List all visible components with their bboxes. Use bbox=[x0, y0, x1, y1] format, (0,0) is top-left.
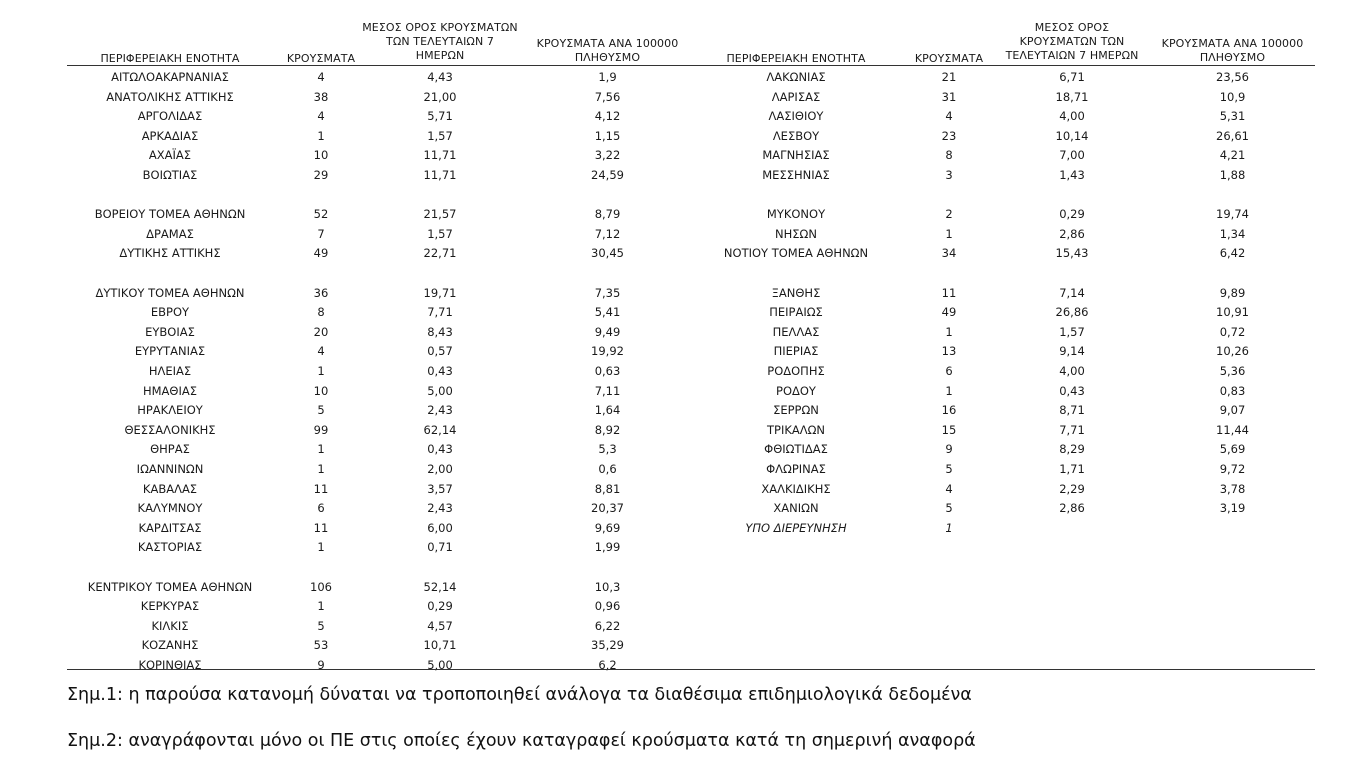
cell-cases: 7 bbox=[317, 226, 325, 241]
cell-region: ΡΟΔΟΥ bbox=[776, 383, 816, 398]
cell-cases: 5 bbox=[945, 462, 953, 476]
table-row bbox=[0, 499, 1348, 517]
cell-avg: 2,29 bbox=[1059, 481, 1085, 496]
cell-cases: 53 bbox=[313, 638, 329, 653]
cell-region: ΔΥΤΙΚΗΣ ΑΤΤΙΚΗΣ bbox=[119, 246, 221, 261]
right-per100k-header bbox=[1150, 37, 1315, 65]
cell-cases: 8 bbox=[317, 305, 325, 320]
cell-cases: 11 bbox=[313, 520, 329, 535]
table-row bbox=[0, 362, 1348, 380]
right-region-header: ΠΕΡΙΦΕΡΕΙΑΚΗ ΕΝΟΤΗΤΑ bbox=[726, 52, 866, 65]
cell-region: ΚΟΖΑΝΗΣ bbox=[141, 638, 199, 653]
cell-cases: 3 bbox=[945, 168, 953, 182]
cell-avg: 2,86 bbox=[1059, 501, 1085, 516]
cell-cases: 15 bbox=[941, 422, 957, 437]
cell-region: ΔΡΑΜΑΣ bbox=[146, 226, 194, 241]
cell-per100k: 5,31 bbox=[1219, 109, 1246, 124]
cell-per100k: 4,12 bbox=[594, 109, 621, 124]
cell-region: ΑΙΤΩΛΟΑΚΑΡΝΑΝΙΑΣ bbox=[111, 70, 229, 84]
cell-per100k: 11,44 bbox=[1216, 422, 1249, 437]
table-row bbox=[0, 244, 1348, 262]
cell-cases: 16 bbox=[941, 403, 957, 418]
cell-region: ΗΛΕΙΑΣ bbox=[148, 364, 192, 378]
cell-per100k: 7,56 bbox=[594, 89, 621, 104]
cell-cases: 1 bbox=[317, 599, 325, 614]
cell-region: ΑΡΚΑΔΙΑΣ bbox=[141, 128, 199, 143]
cell-per100k: 20,37 bbox=[591, 501, 624, 516]
cell-cases: 4 bbox=[945, 481, 953, 496]
cell-avg: 52,14 bbox=[423, 579, 457, 594]
cell-per100k: 7,35 bbox=[594, 285, 621, 300]
cell-per100k: 30,45 bbox=[591, 246, 624, 261]
cell-cases: 36 bbox=[313, 285, 329, 300]
cell-per100k: 9,72 bbox=[1219, 462, 1246, 476]
cell-cases: 1 bbox=[317, 364, 325, 378]
table-row bbox=[0, 205, 1348, 223]
cell-region: ΗΜΑΘΙΑΣ bbox=[142, 383, 197, 398]
cell-per100k: 23,56 bbox=[1216, 70, 1249, 84]
cell-cases: 9 bbox=[945, 442, 953, 457]
cell-per100k: 19,74 bbox=[1216, 207, 1249, 222]
cell-per100k: 1,15 bbox=[594, 128, 621, 143]
cell-per100k: 19,92 bbox=[591, 344, 624, 359]
left-per100k-header-line1: ΚΡΟΥΣΜΑΤΑ ΑΝΑ 100000 bbox=[536, 37, 679, 50]
cell-region: ΝΗΣΩΝ bbox=[775, 226, 817, 241]
left-cases-header: ΚΡΟΥΣΜΑΤΑ bbox=[286, 52, 356, 65]
cell-cases: 6 bbox=[945, 364, 953, 378]
cell-cases: 4 bbox=[945, 109, 953, 124]
cell-region: ΛΑΚΩΝΙΑΣ bbox=[766, 70, 826, 84]
cell-avg: 0,71 bbox=[427, 540, 453, 555]
cell-avg: 11,71 bbox=[423, 168, 457, 182]
left-avg-header-line1: ΜΕΣΟΣ ΟΡΟΣ ΚΡΟΥΣΜΑΤΩΝ bbox=[362, 21, 518, 34]
cell-cases: 1 bbox=[945, 324, 953, 339]
cell-region: ΥΠΟ ΔΙΕΡΕΥΝΗΣΗ bbox=[745, 520, 847, 535]
table-row bbox=[0, 264, 1348, 282]
cell-avg: 7,14 bbox=[1059, 285, 1085, 300]
cell-per100k: 5,41 bbox=[594, 305, 621, 320]
cell-per100k: 8,79 bbox=[594, 207, 621, 222]
table-top-rule bbox=[67, 65, 1315, 66]
cell-cases: 10 bbox=[313, 148, 329, 163]
table-row bbox=[0, 127, 1348, 145]
cell-avg: 8,71 bbox=[1059, 403, 1085, 418]
cell-avg: 9,14 bbox=[1059, 344, 1085, 359]
left-region-header: ΠΕΡΙΦΕΡΕΙΑΚΗ ΕΝΟΤΗΤΑ bbox=[100, 52, 240, 65]
cell-per100k: 7,12 bbox=[594, 226, 621, 241]
cell-region: ΚΟΡΙΝΘΙΑΣ bbox=[138, 658, 202, 672]
cell-per100k: 6,22 bbox=[594, 618, 621, 633]
cell-cases: 11 bbox=[313, 481, 329, 496]
cell-cases: 6 bbox=[317, 501, 325, 516]
cell-avg: 5,00 bbox=[427, 658, 453, 672]
cell-cases: 49 bbox=[941, 305, 957, 320]
cell-cases: 20 bbox=[313, 324, 329, 339]
cell-avg: 1,57 bbox=[1059, 324, 1085, 339]
cell-per100k: 10,9 bbox=[1219, 89, 1246, 104]
cell-region: ΠΙΕΡΙΑΣ bbox=[773, 344, 819, 359]
table-row bbox=[0, 597, 1348, 615]
cell-avg: 22,71 bbox=[423, 246, 457, 261]
cell-region: ΚΕΡΚΥΡΑΣ bbox=[140, 599, 200, 614]
cell-cases: 9 bbox=[317, 658, 325, 672]
cell-cases: 10 bbox=[313, 383, 329, 398]
cell-per100k: 10,91 bbox=[1216, 305, 1249, 320]
left-per100k-header-line2: ΠΛΗΘΥΣΜΟ bbox=[574, 51, 641, 64]
cell-avg: 26,86 bbox=[1055, 305, 1089, 320]
cell-region: ΤΡΙΚΑΛΩΝ bbox=[766, 422, 826, 437]
cell-avg: 6,71 bbox=[1059, 70, 1085, 84]
cell-avg: 0,43 bbox=[1059, 383, 1085, 398]
table-bottom-rule bbox=[67, 669, 1315, 670]
right-per100k-header-line2: ΠΛΗΘΥΣΜΟ bbox=[1199, 51, 1266, 64]
left-avg-header bbox=[355, 21, 525, 63]
cell-avg: 4,57 bbox=[427, 618, 453, 633]
cell-region: ΦΘΙΩΤΙΔΑΣ bbox=[764, 442, 828, 457]
left-avg-header-line2: ΤΩΝ ΤΕΛΕΥΤΑΙΩΝ 7 bbox=[386, 35, 494, 48]
cell-avg: 1,71 bbox=[1059, 462, 1085, 476]
cell-cases: 4 bbox=[317, 70, 325, 84]
cell-region: ΚΑΛΥΜΝΟΥ bbox=[137, 501, 203, 516]
cell-per100k: 3,78 bbox=[1219, 481, 1246, 496]
cell-per100k: 8,92 bbox=[594, 422, 621, 437]
right-avg-header-line2: ΚΡΟΥΣΜΑΤΩΝ ΤΩΝ bbox=[1019, 35, 1125, 48]
cell-cases: 1 bbox=[317, 540, 325, 555]
cell-region: ΒΟΙΩΤΙΑΣ bbox=[142, 168, 198, 182]
table-row bbox=[0, 440, 1348, 458]
cell-avg: 2,43 bbox=[427, 501, 453, 516]
cell-avg: 19,71 bbox=[423, 285, 457, 300]
cell-region: ΛΕΣΒΟΥ bbox=[772, 128, 820, 143]
cell-region: ΚΑΡΔΙΤΣΑΣ bbox=[138, 520, 202, 535]
cell-cases: 1 bbox=[317, 128, 325, 143]
cell-avg: 4,43 bbox=[427, 70, 453, 84]
cell-per100k: 3,22 bbox=[594, 148, 621, 163]
cell-region: ΡΟΔΟΠΗΣ bbox=[767, 364, 825, 378]
cell-per100k: 9,89 bbox=[1219, 285, 1246, 300]
table-row bbox=[0, 617, 1348, 635]
cell-per100k: 5,36 bbox=[1219, 364, 1246, 378]
cell-avg: 6,00 bbox=[427, 520, 453, 535]
cell-avg: 5,71 bbox=[427, 109, 453, 124]
cell-per100k: 10,3 bbox=[594, 579, 621, 594]
right-avg-header bbox=[992, 21, 1152, 63]
table-row bbox=[0, 480, 1348, 498]
cell-per100k: 9,69 bbox=[594, 520, 621, 535]
table-row bbox=[0, 68, 1348, 86]
cell-region: ΧΑΝΙΩΝ bbox=[773, 501, 819, 516]
cell-avg: 0,43 bbox=[427, 364, 453, 378]
cell-avg: 5,00 bbox=[427, 383, 453, 398]
cell-region: ΘΕΣΣΑΛΟΝΙΚΗΣ bbox=[124, 422, 216, 437]
cell-cases: 4 bbox=[317, 344, 325, 359]
table-row bbox=[0, 88, 1348, 106]
table-row bbox=[0, 107, 1348, 125]
cell-avg: 7,71 bbox=[427, 305, 453, 320]
cell-cases: 31 bbox=[941, 89, 957, 104]
table-row bbox=[0, 656, 1348, 674]
cell-avg: 21,57 bbox=[423, 207, 457, 222]
table-row bbox=[0, 342, 1348, 360]
cell-per100k: 6,42 bbox=[1219, 246, 1246, 261]
cell-avg: 62,14 bbox=[423, 422, 457, 437]
cell-per100k: 1,88 bbox=[1219, 168, 1246, 182]
right-avg-header-line1: ΜΕΣΟΣ ΟΡΟΣ bbox=[1034, 21, 1110, 34]
cell-avg: 10,71 bbox=[423, 638, 457, 653]
cell-per100k: 7,11 bbox=[594, 383, 621, 398]
table-row bbox=[0, 460, 1348, 478]
cell-avg: 4,00 bbox=[1059, 109, 1085, 124]
cell-per100k: 0,83 bbox=[1219, 383, 1246, 398]
cell-cases: 13 bbox=[941, 344, 957, 359]
cell-region: ΚΑΣΤΟΡΙΑΣ bbox=[137, 540, 203, 555]
table-row bbox=[0, 382, 1348, 400]
cell-region: ΕΥΡΥΤΑΝΙΑΣ bbox=[134, 344, 206, 359]
cell-region: ΕΒΡΟΥ bbox=[150, 305, 190, 320]
cell-per100k: 35,29 bbox=[591, 638, 624, 653]
cell-per100k: 1,99 bbox=[594, 540, 621, 555]
cell-region: ΜΥΚΟΝΟΥ bbox=[766, 207, 826, 222]
table-row bbox=[0, 421, 1348, 439]
table-row bbox=[0, 401, 1348, 419]
table-row bbox=[0, 578, 1348, 596]
cell-cases: 2 bbox=[945, 207, 953, 222]
table-row bbox=[0, 225, 1348, 243]
cell-avg: 7,71 bbox=[1059, 422, 1085, 437]
cell-region: ΚΑΒΑΛΑΣ bbox=[142, 481, 198, 496]
cell-avg: 3,57 bbox=[427, 481, 453, 496]
cell-cases: 34 bbox=[941, 246, 957, 261]
cell-avg: 7,00 bbox=[1059, 148, 1085, 163]
cell-per100k: 26,61 bbox=[1216, 128, 1249, 143]
cell-avg: 0,29 bbox=[1059, 207, 1085, 222]
cell-region: ΦΛΩΡΙΝΑΣ bbox=[766, 462, 826, 476]
cell-per100k: 8,81 bbox=[594, 481, 621, 496]
cell-per100k: 3,19 bbox=[1219, 501, 1246, 516]
cell-avg: 4,00 bbox=[1059, 364, 1085, 378]
cell-per100k: 0,72 bbox=[1219, 324, 1246, 339]
cell-avg: 8,29 bbox=[1059, 442, 1085, 457]
cell-per100k: 1,9 bbox=[598, 70, 617, 84]
cell-cases: 52 bbox=[313, 207, 329, 222]
cell-per100k: 4,21 bbox=[1219, 148, 1246, 163]
cell-avg: 1,43 bbox=[1059, 168, 1085, 182]
cell-cases: 1 bbox=[945, 383, 953, 398]
footnote-1: Σημ.1: η παρούσα κατανομή δύναται να τροποποιηθεί ανάλογα τα διαθέσιμα επιδημιολογικά δεδομένα bbox=[67, 685, 972, 705]
table-row bbox=[0, 303, 1348, 321]
cell-per100k: 1,34 bbox=[1219, 226, 1246, 241]
cell-region: ΒΟΡΕΙΟΥ ΤΟΜΕΑ ΑΘΗΝΩΝ bbox=[94, 207, 246, 222]
cell-avg: 1,57 bbox=[427, 226, 453, 241]
cell-avg: 11,71 bbox=[423, 148, 457, 163]
cell-region: ΣΕΡΡΩΝ bbox=[773, 403, 819, 418]
cell-cases: 21 bbox=[941, 70, 957, 84]
cell-per100k: 9,07 bbox=[1219, 403, 1246, 418]
table-row bbox=[0, 323, 1348, 341]
cell-region: ΔΥΤΙΚΟΥ ΤΟΜΕΑ ΑΘΗΝΩΝ bbox=[95, 285, 245, 300]
footnote-2: Σημ.2: αναγράφονται μόνο οι ΠΕ στις οποίες έχουν καταγραφεί κρούσματα κατά τη σημερινή αναφορά bbox=[67, 731, 976, 751]
cell-cases: 1 bbox=[317, 462, 325, 476]
cell-region: ΚΕΝΤΡΙΚΟΥ ΤΟΜΕΑ ΑΘΗΝΩΝ bbox=[87, 579, 253, 594]
cell-region: ΜΑΓΝΗΣΙΑΣ bbox=[762, 148, 830, 163]
cell-region: ΕΥΒΟΙΑΣ bbox=[145, 324, 195, 339]
table-row bbox=[0, 636, 1348, 654]
cell-cases: 23 bbox=[941, 128, 957, 143]
left-avg-header-line3: ΗΜΕΡΩΝ bbox=[415, 49, 465, 62]
cell-avg: 2,00 bbox=[427, 462, 453, 476]
cell-per100k: 10,26 bbox=[1216, 344, 1249, 359]
table-row bbox=[0, 146, 1348, 164]
cell-per100k: 0,6 bbox=[598, 462, 617, 476]
left-per100k-header bbox=[525, 37, 690, 65]
cell-region: ΛΑΣΙΘΙΟΥ bbox=[768, 109, 824, 124]
cell-cases: 38 bbox=[313, 89, 329, 104]
cell-cases: 8 bbox=[945, 148, 953, 163]
cell-cases: 11 bbox=[941, 285, 957, 300]
cell-avg: 0,29 bbox=[427, 599, 453, 614]
cell-avg: 15,43 bbox=[1055, 246, 1089, 261]
cell-avg: 2,86 bbox=[1059, 226, 1085, 241]
cell-region: ΠΕΙΡΑΙΩΣ bbox=[769, 305, 823, 320]
cell-per100k: 5,69 bbox=[1219, 442, 1246, 457]
right-avg-header-line3: ΤΕΛΕΥΤΑΙΩΝ 7 ΗΜΕΡΩΝ bbox=[1005, 49, 1139, 62]
cell-region: ΚΙΛΚΙΣ bbox=[151, 618, 189, 633]
cell-cases: 99 bbox=[313, 422, 329, 437]
cell-avg: 0,43 bbox=[427, 442, 453, 457]
cell-cases: 29 bbox=[313, 168, 329, 182]
cell-region: ΞΑΝΘΗΣ bbox=[771, 285, 821, 300]
cell-cases: 106 bbox=[310, 579, 332, 594]
table-row bbox=[0, 284, 1348, 302]
cell-region: ΑΧΑΪΑΣ bbox=[148, 148, 192, 163]
cell-cases: 1 bbox=[317, 442, 325, 457]
cell-region: ΛΑΡΙΣΑΣ bbox=[771, 89, 821, 104]
cell-avg: 8,43 bbox=[427, 324, 453, 339]
cell-cases: 1 bbox=[945, 226, 953, 241]
table-row bbox=[0, 538, 1348, 556]
right-cases-header: ΚΡΟΥΣΜΑΤΑ bbox=[914, 52, 984, 65]
cell-per100k: 0,63 bbox=[594, 364, 621, 378]
cell-region: ΑΝΑΤΟΛΙΚΗΣ ΑΤΤΙΚΗΣ bbox=[106, 89, 234, 104]
table-row bbox=[0, 186, 1348, 204]
cell-region: ΧΑΛΚΙΔΙΚΗΣ bbox=[761, 481, 831, 496]
cell-per100k: 5,3 bbox=[598, 442, 617, 457]
cell-avg: 21,00 bbox=[423, 89, 457, 104]
cell-region: ΗΡΑΚΛΕΙΟΥ bbox=[137, 403, 203, 418]
cell-region: ΝΟΤΙΟΥ ΤΟΜΕΑ ΑΘΗΝΩΝ bbox=[723, 246, 869, 261]
cell-region: ΙΩΑΝΝΙΝΩΝ bbox=[136, 462, 204, 476]
right-per100k-header-line1: ΚΡΟΥΣΜΑΤΑ ΑΝΑ 100000 bbox=[1161, 37, 1304, 50]
table-row bbox=[0, 519, 1348, 537]
cell-per100k: 24,59 bbox=[591, 168, 624, 182]
cell-avg: 10,14 bbox=[1055, 128, 1089, 143]
table-row bbox=[0, 166, 1348, 184]
cell-cases: 5 bbox=[317, 403, 325, 418]
cell-avg: 1,57 bbox=[427, 128, 453, 143]
cell-cases: 1 bbox=[945, 520, 953, 535]
cell-cases: 5 bbox=[945, 501, 953, 516]
cell-avg: 18,71 bbox=[1055, 89, 1089, 104]
table-row bbox=[0, 558, 1348, 576]
cell-per100k: 9,49 bbox=[594, 324, 621, 339]
cell-cases: 49 bbox=[313, 246, 329, 261]
cell-region: ΠΕΛΛΑΣ bbox=[772, 324, 820, 339]
cell-region: ΘΗΡΑΣ bbox=[150, 442, 190, 457]
cell-avg: 2,43 bbox=[427, 403, 453, 418]
cell-cases: 5 bbox=[317, 618, 325, 633]
cell-region: ΑΡΓΟΛΙΔΑΣ bbox=[137, 109, 203, 124]
cell-avg: 0,57 bbox=[427, 344, 453, 359]
cell-cases: 4 bbox=[317, 109, 325, 124]
cell-per100k: 6,2 bbox=[598, 658, 617, 672]
cell-region: ΜΕΣΣΗΝΙΑΣ bbox=[762, 168, 830, 182]
cell-per100k: 0,96 bbox=[594, 599, 621, 614]
cell-per100k: 1,64 bbox=[594, 403, 621, 418]
